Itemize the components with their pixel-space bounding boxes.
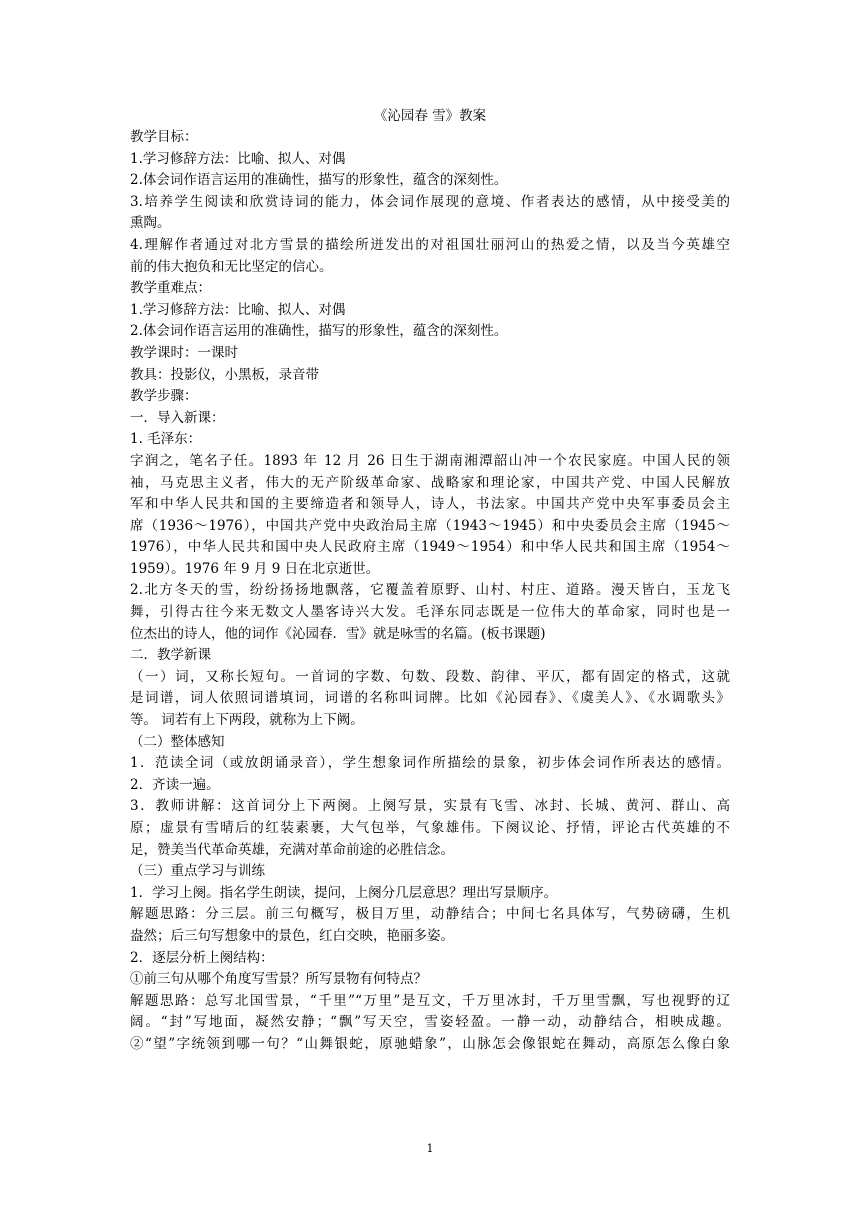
text-line: 2.体会词作语言运用的准确性，描写的形象性，蕴含的深刻性。 [130, 172, 508, 189]
text-line: 原；虚景有雪晴后的红装素裹，大气包举，气象雄伟。下阕议论、抒情，评论古代英雄的不 [130, 820, 730, 836]
text-line: 1.学习修辞方法：比喻、拟人、对偶 [130, 301, 346, 318]
text-line: 教学步骤： [130, 388, 198, 405]
text-line: （二）整体感知 [130, 733, 225, 750]
text-line: 2.体会词作语言运用的准确性，描写的形象性，蕴含的深刻性。 [130, 323, 508, 340]
text-line: 袖，马克思主义者，伟大的无产阶级革命家、战略家和理论家，中国共产党、中国人民解放 [130, 474, 730, 491]
text-line: 席（1936～1976），中国共产党中央政治局主席（1943～1945）和中央委员会主席（1945～ [130, 517, 730, 534]
text-line: 1．范读全词（或放朗诵录音），学生想象词作所描绘的景象，初步体会词作所表达的感情。 [130, 755, 730, 772]
text-line: 2．齐读一遍。 [130, 776, 220, 793]
text-line: （一）词，又称长短句。一首词的字数、句数、段数、韵律、平仄，都有固定的格式，这就 [130, 668, 730, 685]
text-line: 1976），中华人民共和国中央人民政府主席（1949～1954）和中华人民共和国主席（1954～ [130, 539, 730, 556]
document-text [130, 127, 730, 1056]
text-line: 二．教学新课 [130, 647, 211, 664]
page-number: 1 [426, 1142, 434, 1155]
text-line: 解题思路：分三层。前三句概写，极目万里，动静结合；中间七名具体写，气势磅礴，生机 [130, 906, 730, 923]
text-line: 教学重难点： [130, 280, 211, 297]
text-line: 解题思路：总写北国雪景，“千里”“万里”是互文，千万里冰封，千万里雪飘，写也视野的辽 [130, 992, 730, 1009]
document-body [130, 105, 730, 1056]
text-line: 1．学习上阕。指名学生朗读，提问，上阕分几层意思？理出写景顺序。 [130, 884, 558, 901]
text-line: 2.北方冬天的雪，纷纷扬扬地飘落，它覆盖着原野、山村、村庄、道路。漫天皆白，玉龙飞 [130, 582, 730, 599]
text-line: 位杰出的诗人，他的词作《沁园春．雪》就是咏雪的名篇。(板书课题) [130, 625, 546, 642]
text-line: 舞，引得古往今来无数文人墨客诗兴大发。毛泽东同志既是一位伟大的革命家，同时也是一 [130, 604, 730, 621]
text-line: 阔。“封”写地面，凝然安静；“飘”写天空，雪姿轻盈。一静一动，动静结合，相映成趣。 [130, 1014, 730, 1031]
text-line: 教学目标： [130, 129, 198, 145]
text-line: 教学课时：一课时 [130, 344, 238, 361]
text-line: 熏陶。 [130, 215, 171, 232]
text-line: 是词谱，词人依照词谱填词，词谱的名称叫词牌。比如《沁园春》、《虞美人》、《水调歌头》 [130, 690, 730, 707]
text-line: 1.学习修辞方法：比喻、拟人、对偶 [130, 150, 346, 167]
text-line: 前的伟大抱负和无比坚定的信心。 [130, 258, 333, 275]
text-line: 军和中华人民共和国的主要缔造者和领导人，诗人，书法家。中国共产党中央军事委员会主 [130, 496, 730, 513]
text-line: 2．逐层分析上阕结构： [130, 949, 274, 966]
text-line: 3.培养学生阅读和欣赏诗词的能力，体会词作展现的意境、作者表达的感情，从中接受美的 [130, 193, 730, 210]
text-line: ①前三句从哪个角度写雪景？所写景物有何特点？ [130, 971, 427, 988]
text-line: （三）重点学习与训练 [130, 863, 265, 880]
text-line: ②“望”字统领到哪一句？“山舞银蛇，原驰蜡象”，山脉怎会像银蛇在舞动，高原怎么像白象 [130, 1035, 730, 1052]
text-line: 盎然；后三句写想象中的景色，红白交映，艳丽多姿。 [130, 927, 454, 944]
text-line: 足，赞美当代革命英雄，充满对革命前途的必胜信念。 [130, 841, 454, 858]
text-line: 教具：投影仪，小黑板，录音带 [130, 366, 319, 383]
text-line: 1. 毛泽东： [130, 431, 202, 448]
text-line: 等。 词若有上下两段，就称为上下阙。 [130, 712, 364, 729]
text-line: 3．教师讲解：这首词分上下两阕。上阕写景，实景有飞雪、冰封、长城、黄河、群山、高 [130, 798, 730, 815]
text-line: 1959）。1976 年 9 月 9 日在北京逝世。 [130, 560, 380, 577]
document-title: 《沁园春 雪》教案 [373, 108, 487, 124]
text-line: 字润之，笔名子任。1893 年 12 月 26 日生于湖南湘潭韶山冲一个农民家庭。中国人民的领 [130, 452, 730, 469]
text-line: 一．导入新课： [130, 409, 225, 426]
text-line: 4.理解作者通过对北方雪景的描绘所迸发出的对祖国壮丽河山的热爱之情，以及当今英雄空 [130, 236, 730, 253]
